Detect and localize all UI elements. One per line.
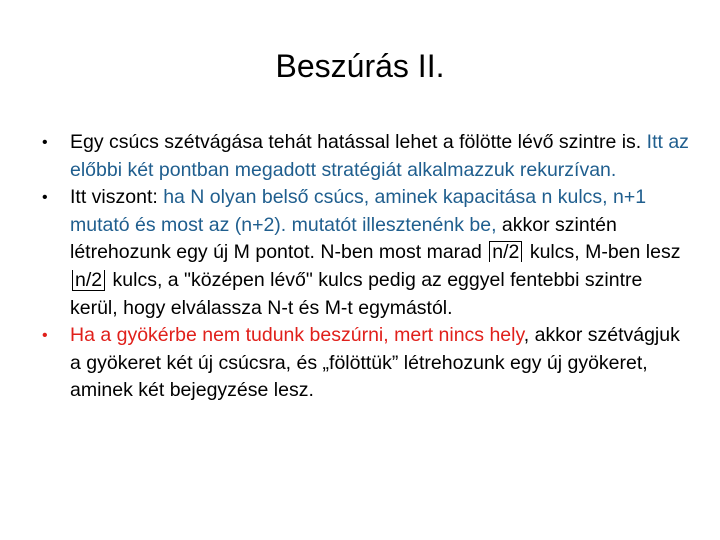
bullet-dot: • [42, 134, 48, 151]
bullet-2-text-c: akkor szintén létrehozunk egy új M pontot. N-ben most marad [70, 213, 617, 264]
bullet-dot: • [42, 327, 48, 345]
bullet-item-2 [42, 184, 690, 322]
bullet-2-text-a: Itt viszont: [70, 186, 164, 209]
bullet-1-text-a: Egy csúcs szétvágása tehát hatással lehet a fölötte lévő szintre is. [70, 131, 642, 153]
bullet-2-text-e: kulcs, a "középen lévő" kulcs pedig az eggyel fentebbi szintre kerül, hogy elválassza N-t és M-t egymástól. [70, 268, 643, 319]
bullet-1-text-b: Itt az előbbi két pontban megadott stratégiát alkalmazzuk rekurzívan. [70, 131, 689, 181]
floor-expression: n/2 [72, 270, 105, 291]
bullet-3-text-b: , akkor szétvágjuk a gyökeret két új csúcsra, és „fölöttük” létrehozunk egy új gyökeret, aminek két bejegyzése lesz. [70, 324, 680, 402]
bullet-dot: • [42, 189, 48, 207]
bullet-list [42, 129, 690, 405]
slide-title: Beszúrás II. [275, 48, 445, 84]
bullet-2-text-d: kulcs, M-ben lesz [524, 241, 681, 264]
bullet-2-text-b: ha N olyan belső csúcs, aminek kapacitása n kulcs, n+1 mutató és most az (n+2). mutatót illesztenénk be, [70, 186, 647, 236]
bullet-item-3 [42, 322, 690, 405]
ceil-expression: n/2 [489, 241, 522, 262]
bullet-item-1 [42, 129, 690, 184]
bullet-3-text-a: Ha a gyökérbe nem tudunk beszúrni, mert nincs hely [70, 324, 524, 347]
